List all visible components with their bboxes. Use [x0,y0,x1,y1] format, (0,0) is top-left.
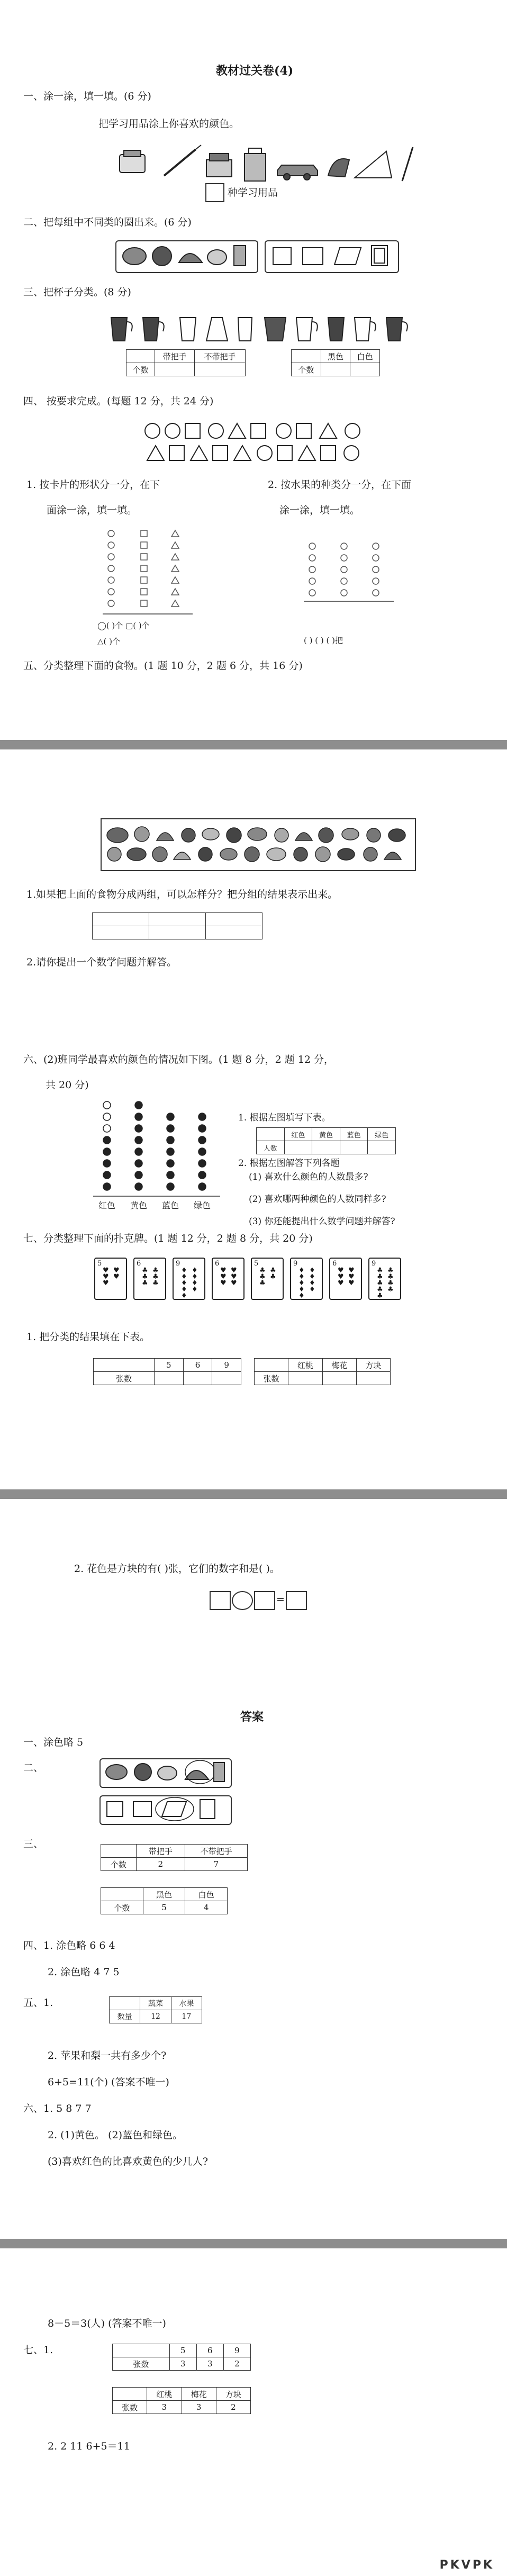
card-suit-icon: ♦ [181,1286,187,1294]
card-number: 9 [372,1260,376,1268]
s4-q2-columns[interactable] [302,542,397,616]
s6-q2: 2. 根据左图解答下列各题 [238,1158,340,1169]
school-supplies-illustration [116,139,423,187]
playing-card [368,1258,401,1300]
ans-5-table: 蔬菜 水果 数量 12 17 [109,1996,202,2023]
s6-q2c: (3) 你还能提出什么数学问题并解答? [249,1216,395,1227]
ans-6c: (3)喜欢红色的比喜欢黄色的少几人? [48,2156,209,2167]
s4-heading: 四、 按要求完成。(每题 12 分，共 24 分) [23,395,214,407]
s3-table-handle: 带把手 不带把手 个数 [126,349,246,376]
page-separator-1 [0,740,507,749]
playing-card [251,1258,284,1300]
card-suit-icon: ♣ [152,1267,159,1275]
card-number: 9 [293,1260,298,1268]
playing-card [94,1258,127,1300]
card-suit-icon: ♦ [192,1267,198,1275]
s6-label-red: 红色 [98,1200,116,1210]
s4-q1-columns[interactable] [101,529,196,617]
exam-title: 教材过关卷(4) [216,64,294,78]
card-suit-icon: ♦ [298,1286,305,1294]
card-suit-icon: ♥ [231,1267,237,1275]
eq-equals: = [276,1594,285,1605]
page-2 [0,749,507,1489]
card-suit-icon: ♥ [103,1267,109,1275]
ans-5b: 2. 苹果和梨一共有多少个? [48,2050,167,2062]
card-suit-icon: ♦ [309,1279,315,1287]
shapes-icon [101,1796,229,1822]
card-suit-icon: ♥ [103,1273,109,1281]
s3-heading: 三、把杯子分类。(8 分) [23,286,131,298]
ans-2-group-2 [99,1795,232,1825]
card-suit-icon: ♣ [270,1267,276,1275]
ans-4b: 2. 涂色略 4 7 5 [48,1966,120,1978]
eq-box-1[interactable] [210,1591,231,1610]
card-suit-icon: ♥ [231,1273,237,1281]
card-suit-icon: ♣ [387,1267,394,1275]
s6-label-blue: 蓝色 [162,1200,179,1210]
page-1 [0,0,507,740]
ans-4a: 四、1. 涂色略 6 6 4 [23,1940,115,1951]
ans-2-group-1 [99,1758,232,1788]
s4-q1-line2: 面涂一涂，填一填。 [47,504,138,516]
ans-3: 三、 [23,1838,44,1850]
card-suit-icon: ♣ [142,1267,148,1275]
eq-box-3[interactable] [286,1591,307,1610]
s7-table-number[interactable]: 5 6 9 张数 [93,1358,241,1385]
card-number: 5 [254,1260,259,1268]
food-items-box [101,818,416,871]
card-number: 6 [332,1260,337,1268]
card-suit-icon: ♣ [377,1267,383,1275]
food-illustration [102,819,413,868]
page-3 [0,1499,507,2239]
card-suit-icon: ♣ [377,1279,383,1287]
playing-card [290,1258,323,1300]
color-preference-dot-chart [89,1099,237,1215]
playing-card [329,1258,362,1300]
card-suit-icon: ♥ [220,1279,227,1287]
card-suit-icon: ♦ [309,1267,315,1275]
card-suit-icon: ♣ [142,1273,148,1281]
playing-card [133,1258,166,1300]
s7-q1: 1. 把分类的结果填在下表。 [26,1331,150,1343]
ans-3-table-1: 带把手 不带把手 个数 2 7 [101,1844,248,1871]
s7-table-suit[interactable]: 红桃 梅花 方块 张数 [254,1358,391,1385]
ans-6b: 2. (1)黄色。 (2)蓝色和绿色。 [48,2129,183,2141]
s7-heading: 七、分类整理下面的扑克牌。(1 题 12 分，2 题 8 分，共 20 分) [23,1233,313,1244]
answer-title: 答案 [240,1710,264,1724]
card-suit-icon: ♣ [142,1279,148,1287]
s1-answer-box[interactable] [205,183,224,202]
s1-answer-suffix: 种学习用品 [228,187,278,198]
ans-3-table-2: 黑色 白色 个数 5 4 [101,1887,228,1914]
card-suit-icon: ♥ [338,1273,344,1281]
card-suit-icon: ♥ [220,1273,227,1281]
card-suit-icon: ♥ [348,1273,355,1281]
playing-card [212,1258,245,1300]
card-suit-icon: ♣ [387,1279,394,1287]
s2-group-1[interactable] [115,240,258,273]
ans-6: 六、1. 5 8 7 7 [23,2103,92,2114]
ans-5: 五、1. [23,1997,53,2009]
s5-q1: 1.如果把上面的食物分成两组，可以怎样分？把分组的结果表示出来。 [26,889,338,900]
card-number: 9 [176,1260,180,1268]
ans-6d: 8－5＝3(人) (答案不唯一) [48,2318,166,2329]
card-suit-icon: ♦ [298,1273,305,1281]
s1-instr: 把学习用品涂上你喜欢的颜色。 [98,118,240,130]
card-suit-icon: ♦ [181,1273,187,1281]
card-suit-icon: ♥ [348,1279,355,1287]
s6-heading-line1: 六、(2)班同学最喜欢的颜色的情况如下图。(1 题 8 分，2 题 12 分， [23,1054,334,1065]
card-number: 5 [97,1260,102,1268]
ans-7-table-1: 5 6 9 张数 3 3 2 [112,2344,251,2371]
s6-table[interactable]: 红色 黄色 蓝色 绿色 人数 [256,1127,396,1154]
ans-7b: 2. 2 11 6+5＝11 [48,2441,130,2452]
card-suit-icon: ♥ [103,1279,109,1287]
ans-1: 一、涂色略 5 [23,1737,84,1748]
card-suit-icon: ♣ [387,1273,394,1281]
ans-2: 二、 [23,1762,44,1774]
cups-illustration [106,312,423,345]
s2-heading: 二、把每组中不同类的圈出来。(6 分) [23,216,192,228]
eq-box-2[interactable] [254,1591,275,1610]
s6-q1: 1. 根据左图填写下表。 [238,1113,331,1123]
eq-circle[interactable] [232,1591,253,1610]
s4-q1-count-b[interactable]: △( )个 [97,637,121,646]
s4-q2-line1: 2. 按水果的种类分一分，在下面 [268,479,412,491]
s6-q2b: (2) 喜欢哪两种颜色的人数同样多? [249,1194,386,1205]
s3-table-color: 黑色 白色 个数 [291,349,380,376]
page-separator-2 [0,1489,507,1499]
s2-group-2[interactable] [265,240,399,273]
card-suit-icon: ♦ [298,1279,305,1287]
s6-label-green: 绿色 [194,1200,211,1210]
card-suit-icon: ♦ [192,1273,198,1281]
s4-q1-line1: 1. 按卡片的形状分一分，在下 [26,479,160,491]
ans-7-table-2: 红桃 梅花 方块 张数 3 3 2 [112,2387,251,2414]
page-separator-3 [0,2239,507,2248]
s4-q2-count[interactable]: ( ) ( ) ( )把 [304,636,343,645]
s5-q2: 2.请你提出一个数学问题并解答。 [26,956,177,968]
card-suit-icon: ♣ [377,1286,383,1294]
s5-heading: 五、分类整理下面的食物。(1 题 10 分，2 题 6 分，共 16 分) [23,660,303,672]
card-suit-icon: ♣ [152,1273,159,1281]
card-suit-icon: ♦ [298,1267,305,1275]
card-suit-icon: ♣ [152,1279,159,1287]
card-suit-icon: ♣ [270,1273,276,1281]
card-suit-icon: ♣ [259,1273,266,1281]
card-number: 6 [215,1260,220,1268]
card-suit-icon: ♦ [309,1273,315,1281]
page-4 [0,2248,507,2576]
s7-q2: 2. 花色是方块的有( )张，它们的数字和是( )。 [74,1563,280,1575]
s4-q2-line2: 涂一涂，填一填。 [279,504,360,516]
card-suit-icon: ♥ [231,1279,237,1287]
card-suit-icon: ♦ [298,1292,305,1300]
s5-answer-table[interactable] [92,912,262,939]
s6-label-yellow: 黄色 [130,1200,148,1210]
ans-7: 七、1. [23,2344,53,2356]
card-suit-icon: ♥ [220,1267,227,1275]
card-suit-icon: ♦ [309,1286,315,1294]
ans-5c: 6+5=11(个) (答案不唯一) [48,2076,169,2088]
playing-card [173,1258,205,1300]
card-suit-icon: ♣ [387,1286,394,1294]
shapes-icon [266,241,396,270]
card-suit-icon: ♥ [113,1273,120,1281]
card-number: 6 [137,1260,141,1268]
card-suit-icon: ♥ [338,1267,344,1275]
food-items-icon [101,1759,229,1785]
watermark-logo: PKVPK [439,2559,494,2572]
s1-heading: 一、涂一涂，填一填。(6 分) [23,91,151,102]
card-suit-icon: ♥ [113,1267,120,1275]
s6-heading-line2: 共 20 分) [46,1079,89,1091]
s4-q1-count-a[interactable]: ◯( )个 ▢( )个 [97,621,150,630]
card-suit-icon: ♦ [181,1292,187,1300]
card-suit-icon: ♦ [192,1286,198,1294]
card-suit-icon: ♣ [259,1267,266,1275]
card-suit-icon: ♦ [181,1267,187,1275]
shape-cards-illustration [142,420,364,464]
card-suit-icon: ♦ [192,1279,198,1287]
s6-q2a: (1) 喜欢什么颜色的人数最多? [249,1172,368,1182]
food-items-icon [116,241,255,270]
card-suit-icon: ♥ [348,1267,355,1275]
card-suit-icon: ♣ [377,1273,383,1281]
card-suit-icon: ♦ [181,1279,187,1287]
card-suit-icon: ♣ [377,1292,383,1300]
card-suit-icon: ♥ [338,1279,344,1287]
card-suit-icon: ♣ [259,1279,266,1287]
